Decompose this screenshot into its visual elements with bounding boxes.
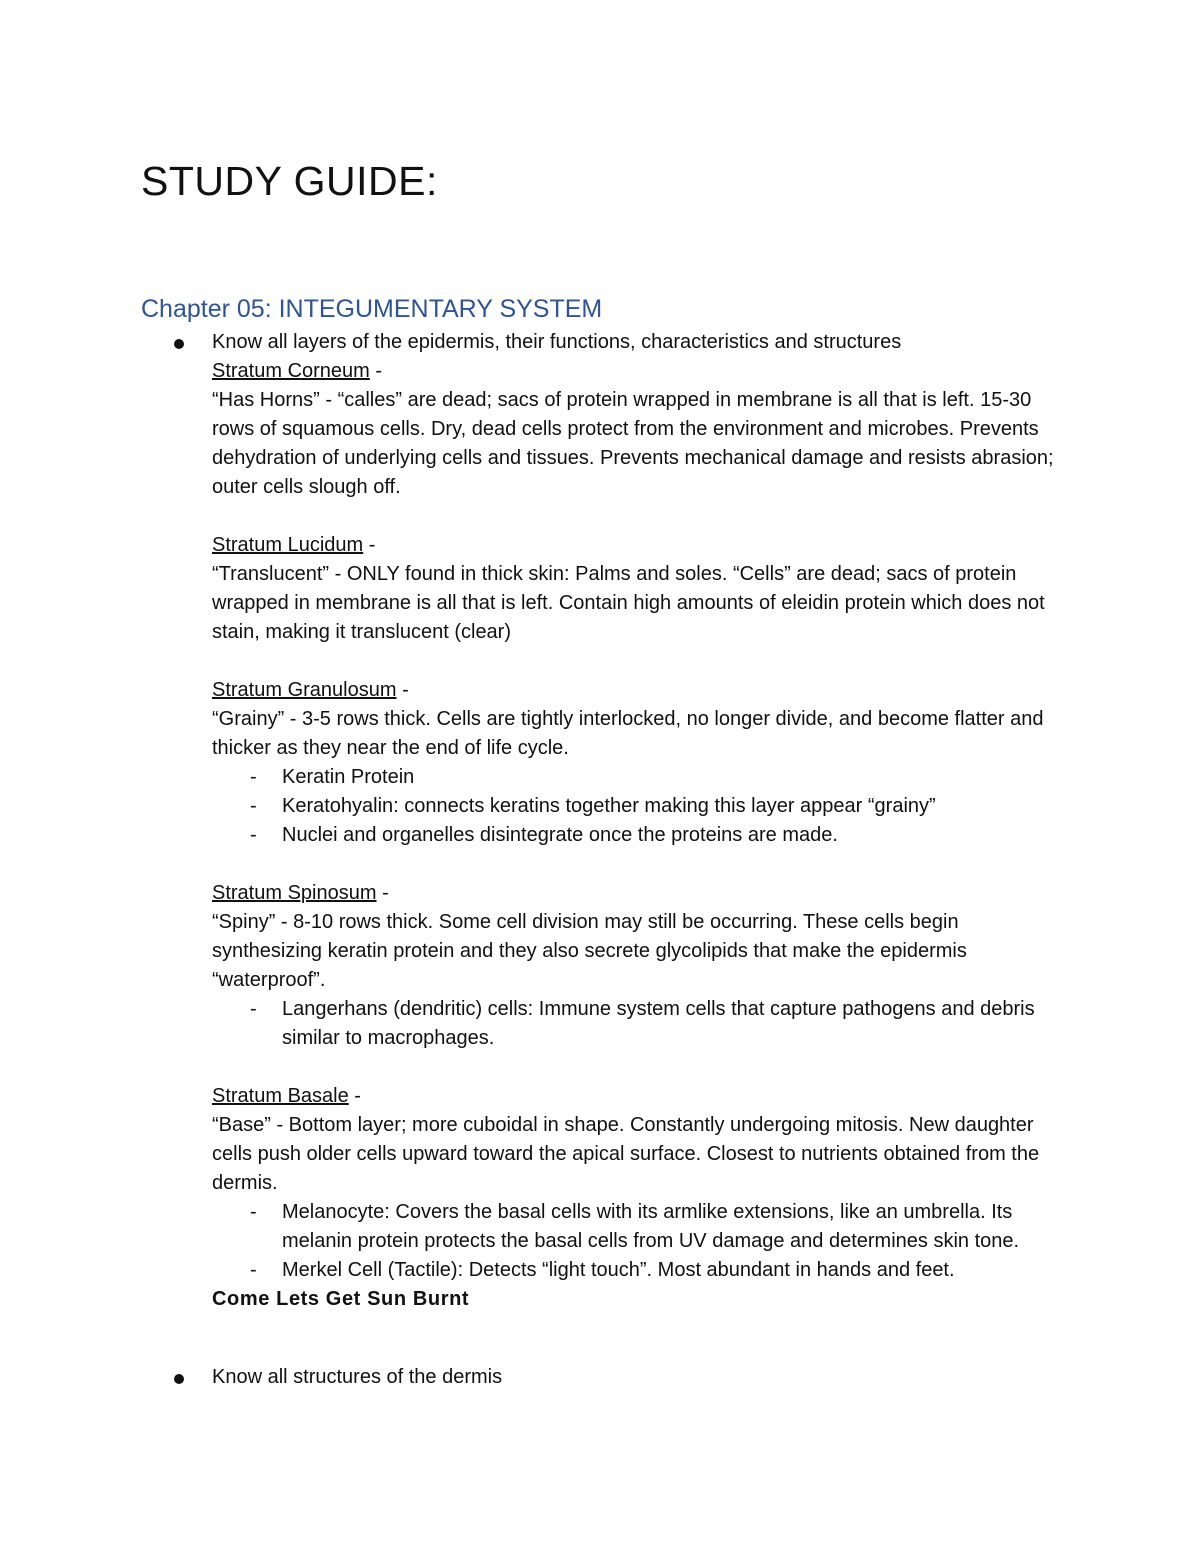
layer-heading-line bbox=[212, 1082, 1072, 1111]
layer-heading-line bbox=[212, 531, 1072, 560]
bullet-text: Know all structures of the dermis bbox=[212, 1366, 503, 1388]
list-item-text: Merkel Cell (Tactile): Detects “light touch”. Most abundant in hands and feet. bbox=[282, 1259, 955, 1281]
heading-suffix: - bbox=[348, 1085, 361, 1107]
list-item-text: Melanocyte: Covers the basal cells with its armlike extensions, like an umbrella. Its melanin protein protects the basal cells from UV damage and determines skin tone. bbox=[282, 1201, 1020, 1252]
layer-heading-line bbox=[212, 357, 1072, 386]
list-item-text: Nuclei and organelles disintegrate once the proteins are made. bbox=[282, 824, 838, 846]
chapter-heading: Chapter 05: INTEGUMENTARY SYSTEM bbox=[141, 295, 603, 323]
layer-description: “Spiny” - 8-10 rows thick. Some cell division may still be occurring. These cells begin synthesizing keratin protein and they also secrete glycolipids that make the epidermis “waterproof”. bbox=[212, 911, 967, 991]
list-item bbox=[212, 1198, 1072, 1256]
dash-marker: - bbox=[250, 998, 257, 1020]
layer-heading: Stratum Basale bbox=[212, 1085, 349, 1107]
bullet-text: Know all layers of the epidermis, their functions, characteristics and structures bbox=[212, 331, 902, 353]
heading-suffix: - bbox=[369, 360, 383, 382]
mnemonic: Come Lets Get Sun Burnt bbox=[212, 1288, 470, 1310]
layer-heading: Stratum Granulosum bbox=[212, 679, 397, 701]
list-item-text: Keratohyalin: connects keratins together making this layer appear “grainy” bbox=[282, 795, 936, 817]
detail-list bbox=[212, 763, 1072, 850]
layer-heading: Stratum Lucidum bbox=[212, 534, 364, 556]
list-item bbox=[212, 1256, 1072, 1285]
dash-marker: - bbox=[250, 1259, 257, 1281]
layer-heading-line bbox=[212, 676, 1072, 705]
dash-marker: - bbox=[250, 1201, 257, 1223]
heading-suffix: - bbox=[363, 534, 376, 556]
dash-marker: - bbox=[250, 766, 257, 788]
bullet-icon bbox=[172, 1372, 186, 1386]
list-item-text: Langerhans (dendritic) cells: Immune system cells that capture pathogens and debris similar to macrophages. bbox=[282, 998, 1035, 1049]
layer-description: “Base” - Bottom layer; more cuboidal in shape. Constantly undergoing mitosis. New daughter cells push older cells upward toward the apical surface. Closest to nutrients obtained from the dermis. bbox=[212, 1114, 1040, 1194]
layer-heading-line bbox=[212, 879, 1072, 908]
list-item bbox=[212, 821, 1072, 850]
list-item bbox=[212, 995, 1072, 1053]
dash-marker: - bbox=[250, 795, 257, 817]
heading-suffix: - bbox=[376, 882, 389, 904]
list-item bbox=[212, 792, 1072, 821]
detail-list bbox=[212, 995, 1072, 1053]
layer-description: “Grainy” - 3-5 rows thick. Cells are tightly interlocked, no longer divide, and become flatter and thicker as they near the end of life cycle. bbox=[212, 708, 1044, 759]
layer-description: “Translucent” - ONLY found in thick skin: Palms and soles. “Cells” are dead; sacs of protein wrapped in membrane is all that is left. Contain high amounts of eleidin protein which does not stain, making it translucent (clear) bbox=[212, 563, 1045, 643]
heading-suffix: - bbox=[396, 679, 409, 701]
dermis-section bbox=[212, 1363, 1072, 1392]
bullet-icon bbox=[172, 337, 186, 351]
layer-heading: Stratum Corneum bbox=[212, 360, 370, 382]
detail-list bbox=[212, 1198, 1072, 1285]
list-item bbox=[212, 763, 1072, 792]
list-item-text: Keratin Protein bbox=[282, 766, 415, 788]
layer-heading: Stratum Spinosum bbox=[212, 882, 377, 904]
dash-marker: - bbox=[250, 824, 257, 846]
epidermis-section bbox=[212, 328, 1072, 1314]
layer-description: “Has Horns” - “calles” are dead; sacs of protein wrapped in membrane is all that is left. 15-30 rows of squamous cells. Dry, dead cells protect from the environment and microbes. Prevents dehydration of underlying cells and tissues. Prevents mechanical damage and resists abrasion; outer cells slough off. bbox=[212, 389, 1054, 498]
page-title: STUDY GUIDE: bbox=[141, 158, 438, 204]
